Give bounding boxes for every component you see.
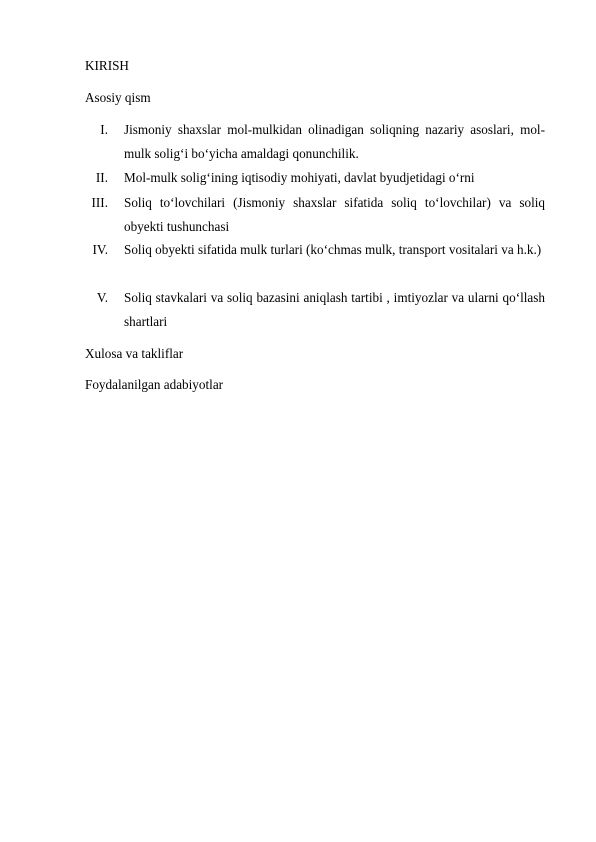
toc-item-number: III. — [91, 195, 108, 210]
toc-item-number: V. — [96, 290, 108, 305]
toc-item-text: Soliq to‘lovchilari (Jismoniy shaxslar sifatida soliq to‘lovchilar) va soliq obyekti tushunchasi — [124, 195, 545, 234]
toc-item-number: IV. — [92, 242, 108, 257]
toc-item-text: Jismoniy shaxslar mol-mulkidan olinadigan soliqning nazariy asoslari, mol-mulk solig‘i bo‘yicha amaldagi qonunchilik. — [124, 122, 545, 161]
toc-item-number: I. — [100, 122, 108, 137]
references-heading: Foydalanilgan adabiyotlar — [85, 377, 224, 392]
toc-item-text: Soliq obyekti sifatida mulk turlari (ko‘chmas mulk, transport vositalari va h.k.) — [124, 242, 542, 257]
conclusion-heading: Xulosa va takliflar — [85, 346, 184, 361]
toc-item-text: Soliq stavkalari va soliq bazasini aniqlash tartibi , imtiyozlar va ularni qo‘llash shartlari — [124, 290, 545, 329]
toc-item-number: II. — [95, 170, 108, 185]
toc-item-text: Mol-mulk solig‘ining iqtisodiy mohiyati, davlat byudjetidagi o‘rni — [124, 170, 475, 185]
intro-heading: KIRISH — [85, 58, 129, 73]
main-part-heading: Asosiy qism — [85, 90, 151, 105]
